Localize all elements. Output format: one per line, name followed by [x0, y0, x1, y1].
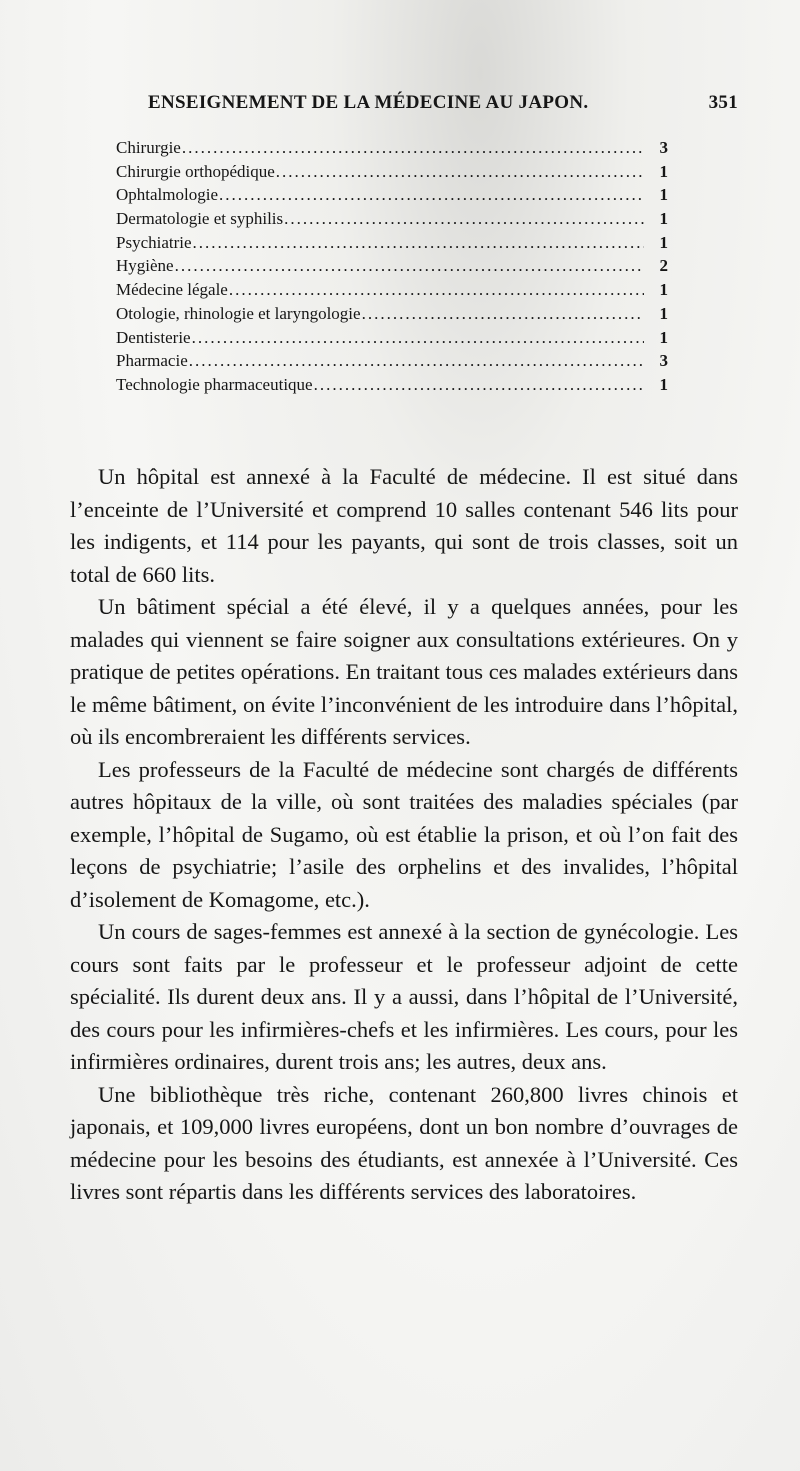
item-count: 1 — [659, 232, 668, 252]
paragraph: Les professeurs de la Faculté de médecine sont chargés de différents autres hôpitaux de la ville, où sont traitées des maladies spéciales (par exemple, l’hôpital de Sugamo, où est établie la prison, et où l’on fait des leçons de psychiatrie; l’asile des orphelins et des invalides, l’hôpital d’isolement de Komagome, etc.). — [70, 756, 738, 912]
item-label: Otologie, rhinologie et laryngologie — [116, 303, 361, 323]
dot-leader — [276, 162, 644, 182]
list-item — [116, 233, 668, 257]
item-label: Chirurgie — [116, 138, 181, 157]
item-label: Pharmacie — [116, 351, 188, 371]
item-count: 1 — [659, 280, 668, 300]
dot-leader — [229, 280, 644, 300]
dot-leader — [284, 209, 644, 229]
body-text — [70, 461, 738, 1209]
dot-leader — [189, 351, 644, 371]
item-count: 3 — [659, 351, 668, 371]
item-label: Technologie pharmaceutique — [116, 374, 313, 394]
list-item — [116, 162, 668, 186]
item-label: Médecine légale — [116, 280, 228, 300]
item-count: 1 — [659, 161, 668, 181]
list-item — [116, 256, 668, 280]
list-item — [116, 138, 668, 162]
dot-leader — [362, 304, 644, 324]
dot-leader — [193, 233, 644, 253]
paragraph: Une bibliothèque très riche, contenant 260,800 livres chinois et japonais, et 109,000 livres européens, dont un bon nombre d’ouvrages de médecine pour les besoins des étudiants, est annexée à l’Université. Ces livres sont répartis dans les différents services des laboratoires. — [70, 1081, 738, 1204]
list-item — [116, 375, 668, 399]
item-count: 3 — [659, 138, 668, 157]
dot-leader — [219, 185, 644, 205]
paragraph: Un hôpital est annexé à la Faculté de médecine. Il est situé dans l’enceinte de l’Université et comprend 10 salles contenant 546 lits pour les indigents, et 114 pour les payants, qui sont de trois classes, soit un total de 660 lits. — [70, 464, 738, 587]
item-count: 1 — [659, 209, 668, 229]
list-item — [116, 304, 668, 328]
list-item — [116, 328, 668, 352]
item-label: Ophtalmologie — [116, 185, 218, 205]
list-item — [116, 351, 668, 375]
list-item — [116, 209, 668, 233]
list-item — [116, 185, 668, 209]
course-count-list — [116, 138, 668, 399]
dot-leader — [314, 375, 644, 395]
dot-leader — [182, 138, 644, 158]
item-count: 1 — [659, 374, 668, 394]
running-title: ENSEIGNEMENT DE LA MÉDECINE AU JAPON. — [148, 92, 589, 113]
page-number: 351 — [708, 92, 738, 113]
dot-leader — [175, 256, 644, 276]
item-count: 1 — [659, 303, 668, 323]
dot-leader — [192, 328, 644, 348]
list-item — [116, 280, 668, 304]
item-label: Dentisterie — [116, 327, 191, 347]
item-label: Chirurgie orthopédique — [116, 161, 275, 181]
paragraph: Un bâtiment spécial a été élevé, il y a quelques années, pour les malades qui viennent se faire soigner aux consultations extérieures. On y pratique de petites opérations. En traitant tous ces malades extérieurs dans le même bâtiment, on évite l’inconvénient de les introduire dans l’hôpital, où ils encombreraient les différents services. — [70, 594, 738, 749]
item-label: Hygiène — [116, 256, 174, 276]
item-count: 1 — [659, 327, 668, 347]
paragraph: Un cours de sages-femmes est annexé à la section de gynécologie. Les cours sont faits par le professeur et le professeur adjoint de cette spécialité. Ils durent deux ans. Il y a aussi, dans l’hôpital de l’Université, des cours pour les infirmières-chefs et les infirmières. Les cours, pour les infirmières ordinaires, durent trois ans; les autres, deux ans. — [70, 919, 738, 1074]
item-label: Dermatologie et syphilis — [116, 209, 284, 229]
item-count: 2 — [659, 256, 668, 276]
item-count: 1 — [659, 185, 668, 205]
item-label: Psychiatrie — [116, 232, 192, 252]
